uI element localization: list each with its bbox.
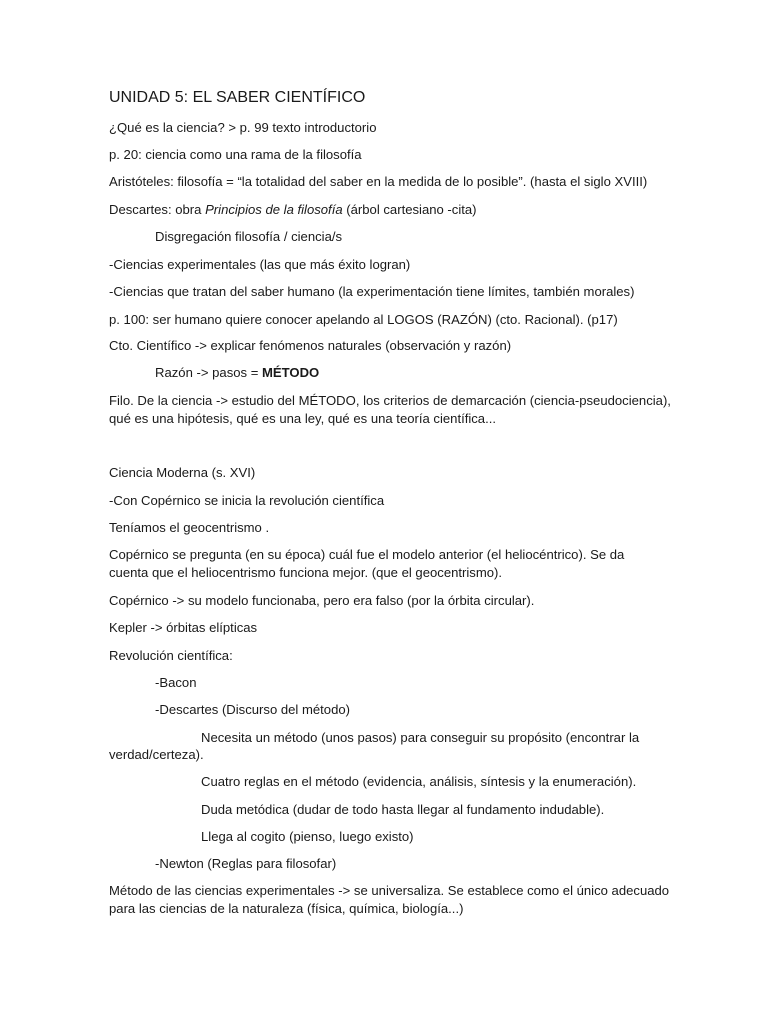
text-line-continued: para las ciencias de la naturaleza (física, química, biología...) xyxy=(109,901,464,916)
text-line: Filo. De la ciencia -> estudio del MÉTODO, los criterios de demarcación (ciencia-pseudociencia), xyxy=(109,393,671,408)
text-line-indented: Disgregación filosofía / ciencia/s xyxy=(155,229,343,244)
text-line-indented-2: Necesita un método (unos pasos) para conseguir su propósito (encontrar la xyxy=(201,730,640,745)
text-line-descartes xyxy=(109,201,477,218)
text-line: Copérnico se pregunta (en su época) cuál fue el modelo anterior (el heliocéntrico). Se da xyxy=(109,547,625,562)
text-line: p. 20: ciencia como una rama de la filosofía xyxy=(109,147,362,162)
text-line-indented: -Bacon xyxy=(155,675,197,690)
text-line: -Ciencias experimentales (las que más éxito logran) xyxy=(109,257,411,272)
text-line: Cto. Científico -> explicar fenómenos naturales (observación y razón) xyxy=(109,338,512,353)
text-line-indented-2: Cuatro reglas en el método (evidencia, análisis, síntesis y la enumeración). xyxy=(201,774,637,789)
book-title-italic: Principios de la filosofía xyxy=(205,202,343,217)
metodo-bold: MÉTODO xyxy=(262,365,320,380)
text-segment: (árbol cartesiano -cita) xyxy=(342,202,477,217)
text-line: Kepler -> órbitas elípticas xyxy=(109,620,258,635)
text-line: -Ciencias que tratan del saber humano (la experimentación tiene límites, también morales) xyxy=(109,284,635,299)
text-line-indented-2: Duda metódica (dudar de todo hasta llegar al fundamento indudable). xyxy=(201,802,605,817)
text-line-indented: -Newton (Reglas para filosofar) xyxy=(155,856,337,871)
text-line-indented-2: Llega al cogito (pienso, luego existo) xyxy=(201,829,414,844)
text-line-continued: verdad/certeza). xyxy=(109,747,204,762)
section-heading: Ciencia Moderna (s. XVI) xyxy=(109,465,256,480)
text-line-continued: qué es una hipótesis, qué es una ley, qué es una teoría científica... xyxy=(109,411,497,426)
text-line: p. 100: ser humano quiere conocer apelando al LOGOS (RAZÓN) (cto. Racional). (p17) xyxy=(109,312,618,327)
text-line-continued: cuenta que el heliocentrismo funciona mejor. (que el geocentrismo). xyxy=(109,565,503,580)
text-line-indented: -Descartes (Discurso del método) xyxy=(155,702,351,717)
text-segment: Razón -> pasos = xyxy=(155,365,262,380)
text-line: Aristóteles: filosofía = “la totalidad del saber en la medida de lo posible”. (hasta el siglo XVIII) xyxy=(109,174,648,189)
text-line: -Con Copérnico se inicia la revolución científica xyxy=(109,493,385,508)
text-line: Método de las ciencias experimentales -> se universaliza. Se establece como el único adecuado xyxy=(109,883,670,898)
text-line-metodo xyxy=(155,364,319,381)
text-line: Revolución científica: xyxy=(109,648,233,663)
text-line: ¿Qué es la ciencia? > p. 99 texto introductorio xyxy=(109,120,377,135)
document-title: UNIDAD 5: EL SABER CIENTÍFICO xyxy=(109,89,366,106)
text-line: Teníamos el geocentrismo . xyxy=(109,520,270,535)
text-line: Copérnico -> su modelo funcionaba, pero era falso (por la órbita circular). xyxy=(109,593,535,608)
text-segment: Descartes: obra xyxy=(109,202,206,217)
